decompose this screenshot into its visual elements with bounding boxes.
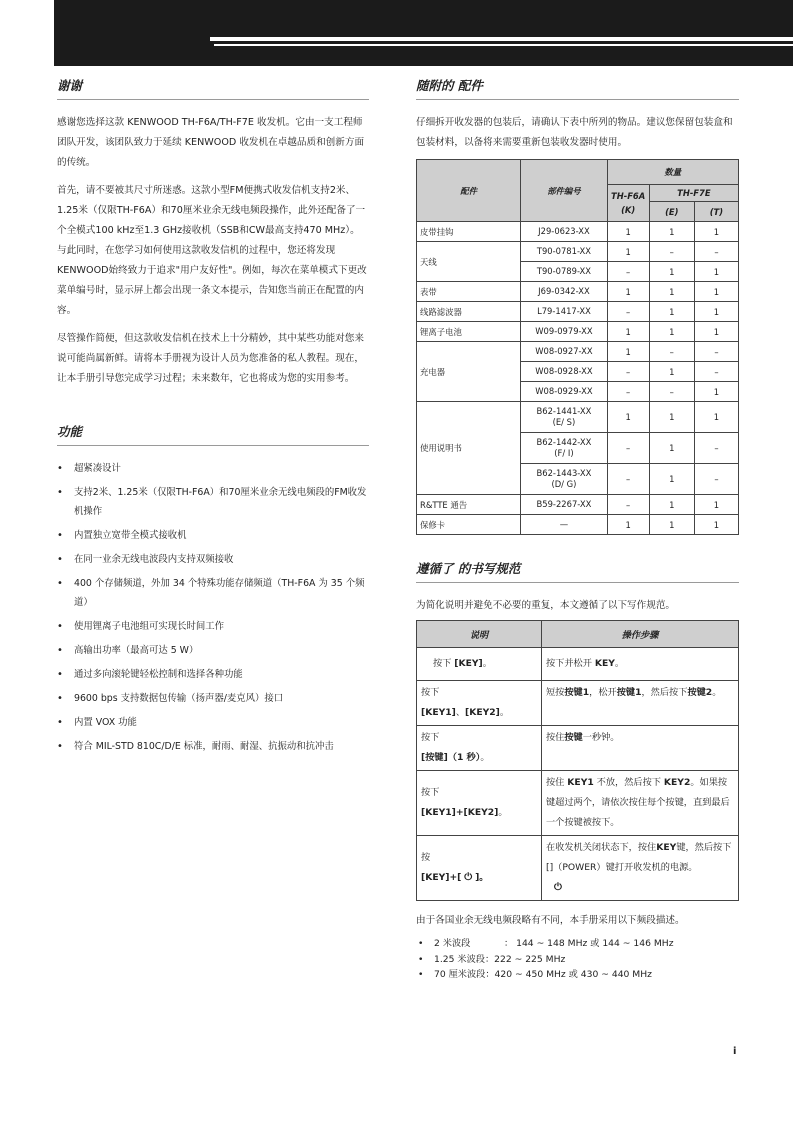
feature-item: • 400 个存储频道，外加 34 个特殊功能存储频道（TH-F6A 为 35 个频道） — [57, 574, 369, 612]
cell-name: 使用说明书 — [417, 402, 521, 495]
band-item — [416, 936, 739, 952]
text: 不放，然后按下 — [593, 777, 664, 788]
table-row — [417, 771, 739, 836]
cell-e: 1 — [649, 282, 694, 302]
header-th-f7e: TH-F7E — [649, 185, 738, 202]
cell-t: – — [694, 362, 738, 382]
key-label: KEY — [656, 842, 677, 853]
text: ，然后按下 — [641, 687, 688, 698]
power-icon: ⏻ — [464, 872, 473, 883]
feature-item: • 内置独立宽带全模式接收机 — [57, 526, 369, 545]
cell-steps — [542, 836, 739, 901]
conventions-table — [416, 620, 739, 901]
feature-item: • 支持2米、1.25米（仅限TH-F6A）和70厘米业余无线电频段的FM收发机操作 — [57, 483, 369, 521]
thanks-paragraph-3: 尽管操作简便，但这款收发信机在技术上十分精妙，其中某些功能对您来说可能尚属新鲜。请将本手册视为设计人员为您准备的私人教程。现在，让本手册引导您完成学习过程；未来数年，它也将成为您的实用参考。 — [57, 333, 364, 384]
cell-part — [521, 464, 607, 495]
cell-t: 1 — [694, 222, 738, 242]
conventions-heading: 遵循了 的书写规范 — [416, 559, 739, 583]
header-description: 说明 — [417, 621, 542, 648]
text: 按住 — [546, 777, 568, 788]
cell-e: – — [649, 242, 694, 262]
text: 按下 — [421, 732, 440, 743]
cell-k: – — [607, 433, 649, 464]
table-row — [417, 648, 739, 681]
band-item — [416, 952, 739, 968]
cell-k: 1 — [607, 222, 649, 242]
thanks-paragraph-1: 感谢您选择这款 KENWOOD TH-F6A/TH-F7E 收发机。它由一支工程师团队开发，该团队致力于延续 KENWOOD 收发机在卓越品质和创新方面的传统。 — [57, 117, 365, 168]
cell-part: W08-0927-XX — [521, 342, 607, 362]
cell-steps — [542, 771, 739, 836]
cell-part: L79-1417-XX — [521, 302, 607, 322]
cell-e: – — [649, 382, 694, 402]
key-label: KEY — [594, 658, 615, 669]
cell-t: 1 — [694, 302, 738, 322]
text: 按下并松开 — [546, 658, 595, 669]
table-row — [417, 515, 739, 535]
table-row — [417, 222, 739, 242]
cell-t: 1 — [694, 282, 738, 302]
cell-description — [417, 648, 542, 681]
cell-part-language: (F/ I) — [554, 448, 574, 458]
text: 短按 — [546, 687, 565, 698]
table-row — [417, 302, 739, 322]
table-row — [417, 681, 739, 726]
table-header-row — [417, 160, 739, 185]
cell-e: 1 — [649, 433, 694, 464]
cell-steps — [542, 726, 739, 771]
header-bar — [54, 0, 793, 66]
cell-description — [417, 726, 542, 771]
cell-t: – — [694, 433, 738, 464]
text: 在收发机关闭状态下，按住 — [546, 842, 657, 853]
key-label: ]。 — [475, 872, 489, 883]
table-row — [417, 242, 739, 262]
cell-k: – — [607, 382, 649, 402]
cell-e: 1 — [649, 322, 694, 342]
cell-k: 1 — [607, 242, 649, 262]
band-range: ：420 ~ 450 MHz 或 430 ~ 440 MHz — [485, 969, 652, 980]
band-name: 70 厘米波段 — [434, 969, 486, 980]
cell-part-number: B62-1443-XX — [536, 468, 592, 478]
text: ，松开 — [589, 687, 617, 698]
text: 按 — [421, 852, 431, 863]
header-th-f6a — [607, 185, 649, 222]
thanks-heading: 谢谢 — [57, 76, 369, 100]
key-label: 按键2 — [687, 687, 713, 698]
text: 按下 — [421, 787, 440, 798]
key-label: [KEY2] — [465, 707, 500, 718]
cell-name: R&TTE 通告 — [417, 495, 521, 515]
header-k: (K) — [621, 205, 636, 215]
accessories-heading: 随附的 配件 — [416, 76, 739, 100]
table-row — [417, 495, 739, 515]
header-t: (T) — [694, 202, 738, 222]
key-label: 按键 — [564, 732, 583, 743]
key-label: 按键1 — [564, 687, 590, 698]
cell-e: 1 — [649, 515, 694, 535]
cell-t: 1 — [694, 382, 738, 402]
cell-name: 充电器 — [417, 342, 521, 402]
cell-part-language: (E/ S) — [552, 417, 576, 427]
feature-item: • 通过多向滚轮键轻松控制和选择各种功能 — [57, 665, 369, 684]
table-row — [417, 322, 739, 342]
text: 。 — [480, 752, 490, 763]
cell-e: 1 — [649, 262, 694, 282]
feature-item: • 内置 VOX 功能 — [57, 713, 369, 732]
text: 。 — [499, 707, 510, 718]
page-number: i — [733, 1046, 737, 1057]
cell-k: 1 — [607, 342, 649, 362]
cell-name: 锂离子电池 — [417, 322, 521, 342]
cell-steps — [542, 648, 739, 681]
header-steps: 操作步骤 — [542, 621, 739, 648]
cell-k: – — [607, 362, 649, 382]
cell-t: 1 — [694, 402, 738, 433]
header-quantity: 数量 — [607, 160, 738, 185]
table-row — [417, 726, 739, 771]
cell-t: 1 — [694, 515, 738, 535]
bands-list — [416, 936, 739, 983]
text: 、 — [455, 707, 466, 718]
header-th-f6a-label: TH-F6A — [611, 191, 646, 201]
band-item — [416, 967, 739, 983]
cell-k: – — [607, 495, 649, 515]
feature-item: • 在同一业余无线电波段内支持双频接收 — [57, 550, 369, 569]
text: 。 — [712, 687, 722, 698]
feature-item: • 9600 bps 支持数据包传输（扬声器/麦克风）接口 — [57, 689, 369, 708]
cell-t: 1 — [694, 495, 738, 515]
cell-e: – — [649, 342, 694, 362]
cell-part: J69-0342-XX — [521, 282, 607, 302]
cell-k: – — [607, 464, 649, 495]
cell-name: 表带 — [417, 282, 521, 302]
cell-part-language: (D/ G) — [551, 479, 577, 489]
cell-e: 1 — [649, 402, 694, 433]
key-label: KEY1 — [567, 777, 594, 788]
key-label: 按键1 — [616, 687, 642, 698]
table-row — [417, 342, 739, 362]
cell-name: 皮带挂钩 — [417, 222, 521, 242]
cell-t: – — [694, 464, 738, 495]
cell-name: 保修卡 — [417, 515, 521, 535]
cell-part-number: B62-1441-XX — [536, 406, 592, 416]
key-label: KEY2 — [663, 777, 691, 788]
cell-part: J29-0623-XX — [521, 222, 607, 242]
key-duration: （1 秒） — [447, 752, 481, 763]
cell-k: 1 — [607, 322, 649, 342]
band-name: 2 米波段 — [434, 938, 471, 949]
accessories-intro: 仔细拆开收发器的包装后，请确认下表中所列的物品。建议您保留包装盒和包装材料，以备将来需要重新包装收发器时使用。 — [416, 117, 733, 148]
cell-k: – — [607, 302, 649, 322]
cell-part: W08-0929-XX — [521, 382, 607, 402]
power-icon: ⏻ — [554, 882, 562, 893]
header-e: (E) — [649, 202, 694, 222]
cell-part: — — [521, 515, 607, 535]
cell-part: W08-0928-XX — [521, 362, 607, 382]
right-column — [416, 76, 739, 983]
features-list — [57, 459, 369, 756]
cell-description — [417, 836, 542, 901]
text: 。 — [614, 658, 625, 669]
cell-e: 1 — [649, 222, 694, 242]
header-part-number: 部件编号 — [521, 160, 607, 222]
table-row — [417, 402, 739, 433]
cell-e: 1 — [649, 464, 694, 495]
text: 。 — [498, 807, 508, 818]
table-row — [417, 836, 739, 901]
text: 键，然后按下[]（POWER）键打开收发机的电源。 — [546, 842, 732, 873]
features-heading: 功能 — [57, 422, 369, 446]
cell-description — [417, 771, 542, 836]
header-rule — [210, 37, 793, 41]
cell-k: – — [607, 262, 649, 282]
cell-e: 1 — [649, 495, 694, 515]
key-label: [KEY] — [454, 658, 483, 669]
cell-name: 天线 — [417, 242, 521, 282]
table-row — [417, 282, 739, 302]
header-rule-thin — [214, 44, 793, 46]
cell-part-number: B62-1442-XX — [536, 437, 592, 447]
cell-name: 线路滤波器 — [417, 302, 521, 322]
left-column — [57, 76, 369, 761]
cell-part: B59-2267-XX — [521, 495, 607, 515]
cell-t: – — [694, 342, 738, 362]
cell-t: 1 — [694, 322, 738, 342]
cell-t: 1 — [694, 262, 738, 282]
text: 。 — [482, 658, 492, 669]
key-label: [KEY]+[ — [421, 872, 462, 883]
cell-k: 1 — [607, 402, 649, 433]
conventions-intro: 为简化说明并避免不必要的重复，本文遵循了以下写作规范。 — [416, 600, 676, 611]
text: 按住 — [546, 732, 565, 743]
table-header-row — [417, 621, 739, 648]
key-label: [KEY1]+[KEY2] — [421, 807, 499, 818]
key-label: [KEY1] — [421, 707, 456, 718]
key-label: [按键] — [421, 752, 448, 763]
text: 按下 — [433, 658, 455, 669]
feature-item: • 符合 MIL-STD 810C/D/E 标准，耐雨、耐湿、抗振动和抗冲击 — [57, 737, 369, 756]
cell-part: T90-0789-XX — [521, 262, 607, 282]
cell-part: W09-0979-XX — [521, 322, 607, 342]
cell-k: 1 — [607, 515, 649, 535]
cell-description — [417, 681, 542, 726]
band-range: ：222 ~ 225 MHz — [484, 953, 566, 965]
band-name: 1.25 米波段 — [434, 953, 485, 965]
bands-intro: 由于各国业余无线电频段略有不同，本手册采用以下频段描述。 — [416, 915, 685, 926]
text: 。如果按键超过两个，请依次按住每个按键，直到最后一个按键被按下。 — [546, 777, 730, 828]
cell-part — [521, 433, 607, 464]
text: 按下 — [421, 687, 440, 698]
feature-item: • 使用锂离子电池组可实现长时间工作 — [57, 617, 369, 636]
band-range: ： 144 ~ 148 MHz 或 144 ~ 146 MHz — [504, 938, 674, 949]
cell-part — [521, 402, 607, 433]
accessories-table — [416, 159, 739, 535]
text: 一秒钟。 — [582, 732, 620, 743]
cell-part: T90-0781-XX — [521, 242, 607, 262]
thanks-paragraph-2: 首先，请不要被其尺寸所迷惑。这款小型FM便携式收发信机支持2米、1.25米（仅限TH-F6A）和70厘米业余无线电频段操作，此外还配备了一个全模式100 kHz至1.3 GHz接收机（SSB和CW最高支持470 MHz）。 与此同时，在您学习如何使用这款收发信机的过程中，您还将发现KENWOOD始终致力于追求"用户友好性"。例如，每次在菜单模式下更改菜单编号时，显示屏上都会出现一条文本提示，告知您当前正在配置的内容。 — [57, 185, 367, 316]
cell-e: 1 — [649, 362, 694, 382]
cell-t: – — [694, 242, 738, 262]
feature-item: • 超紧凑设计 — [57, 459, 369, 478]
cell-steps — [542, 681, 739, 726]
cell-e: 1 — [649, 302, 694, 322]
cell-k: 1 — [607, 282, 649, 302]
header-accessory: 配件 — [417, 160, 521, 222]
feature-item: • 高输出功率（最高可达 5 W） — [57, 641, 369, 660]
